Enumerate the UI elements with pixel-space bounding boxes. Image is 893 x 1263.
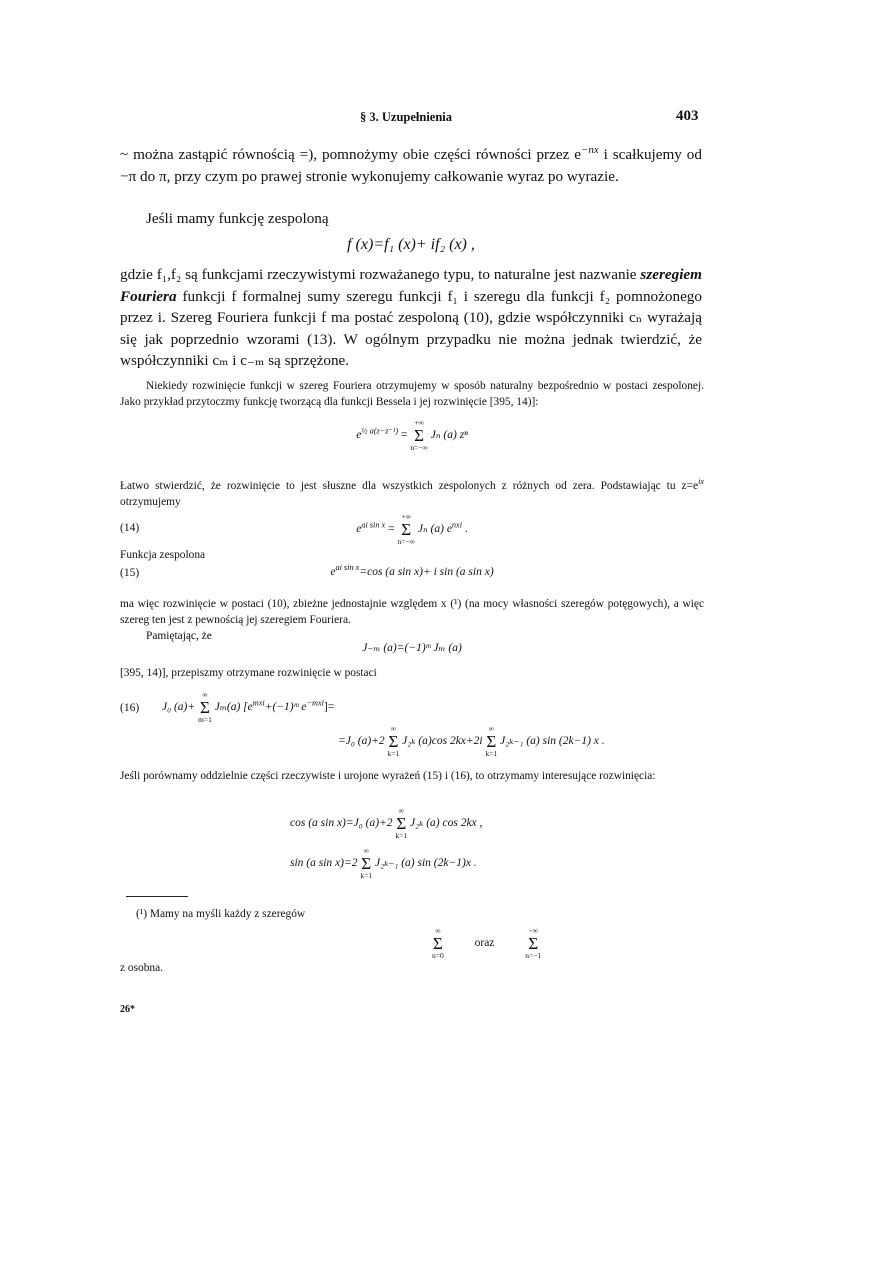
- footnote-rule: [126, 896, 188, 897]
- footnote-oraz: oraz: [474, 937, 495, 950]
- small-paragraph-6: [395, 14)], przepiszmy otrzymane rozwinięcie w postaci: [120, 667, 377, 679]
- sum-symbol: ∞ Σ m=1: [198, 690, 212, 724]
- sum-symbol: ∞ Σ k=1: [387, 724, 400, 758]
- small-paragraph-2: Łatwo stwierdzić, że rozwinięcie to jest słuszne dla wszystkich zespolonych z różnych od zera. Podstawiając tu $z=e^{ix}$ otrzymujemy: [120, 477, 704, 508]
- small-paragraph-4: ma więc rozwinięcie w postaci (10), zbieżne jednostajnie względem x (¹) (na mocy własności szeregów potęgowych), a więc szereg ten jest z pewnością jej szeregiem Fouriera.: [120, 598, 704, 626]
- equation-16-line-2: =J₀ (a)+2 ∞ Σ k=1 J₂ₖ (a)cos 2kx+2i ∞ Σ k=1 J₂ₖ₋₁ (a) sin (2k−1) x .: [338, 724, 605, 758]
- equation-15: $e^{ai sin x}=\cos$ (a sin x)+ i sin (a sin x): [330, 563, 494, 578]
- equation-bessel-symmetry: J₋ₘ (a)=(−1)ᵐ Jₘ (a): [362, 642, 462, 654]
- sheet-signature-mark: 26*: [120, 1004, 135, 1015]
- equation-cos-expansion: cos (a sin x)=J₀ (a)+2 ∞ Σ k=1 J₂ₖ (a) cos 2kx ,: [290, 806, 483, 840]
- paragraph-1: ~ można zastąpić równością =), pomnożymy obie części równości przez $e^{-nx}$ i scałkujemy od −π do π, przy czym po prawej stronie wykonujemy całkowanie wyraz po wyrazie.: [120, 143, 702, 185]
- equation-16-line-1: J₀ (a)+ ∞ Σ m=1 Jₘ(a) [$e^{mxi}+(-1)ᵐ$ $e^{-mxi}]=$: [162, 690, 335, 724]
- equation-label-16: (16): [120, 702, 140, 714]
- equation-label-14: (14): [120, 522, 140, 534]
- sum-symbol: ∞ Σ k=1: [360, 846, 373, 880]
- sum-symbol: +∞ Σ n=−∞: [397, 512, 416, 546]
- equation-14: $e^{ai sin x}$ = +∞ Σ n=−∞ Jₙ (a) $e^{nxi}$ .: [356, 512, 468, 546]
- footnote-text: (¹) Mamy na myśli każdy z szeregów: [136, 908, 306, 920]
- equation-generating-function: $e^{\frac{1}{2} a(z-z^{-1})}$ = +∞ Σ n=−∞ Jₙ (a) zⁿ: [356, 418, 468, 452]
- running-header: § 3. Uzupełnienia: [360, 110, 453, 124]
- sum-symbol: −∞ Σ n=−1: [525, 926, 542, 960]
- small-paragraph-3: Funkcja zespolona: [120, 549, 206, 561]
- footnote-sums: [432, 926, 541, 961]
- sum-symbol: ∞ Σ k=1: [485, 724, 498, 758]
- page-number: 403: [676, 108, 699, 124]
- sum-symbol: ∞ Σ n=0: [432, 926, 444, 960]
- sum-symbol: ∞ Σ k=1: [395, 806, 408, 840]
- paragraph-2: Jeśli mamy funkcję zespoloną: [146, 210, 329, 227]
- equation-label-15: (15): [120, 567, 140, 579]
- small-paragraph-7: Jeśli porównamy oddzielnie części rzeczywiste i urojone wyrażeń (15) i (16), to otrzymamy interesujące rozwinięcia:: [120, 770, 656, 782]
- sum-symbol: +∞ Σ n=−∞: [410, 418, 428, 452]
- equation-sin-expansion: sin (a sin x)=2 ∞ Σ k=1 J₂ₖ₋₁ (a) sin (2k−1)x .: [290, 846, 477, 880]
- footnote-tail: z osobna.: [120, 962, 164, 974]
- paragraph-3: gdzie f₁,f₂ są funkcjami rzeczywistymi rozważanego typu, to naturalne jest nazwanie szeregiem Fouriera funkcji f formalnej sumy szeregu funkcji f₁ i szeregu dla funkcji f₂ pomnożonego przez i. Szereg Fouriera funkcji f ma postać zespoloną (10), gdzie współczynniki cₙ wyrażają się jak poprzednio wzorami (13). W ogólnym przypadku nie można jednak twierdzić, że współczynniki cₘ i c₋ₘ są sprzężone.: [120, 266, 702, 369]
- small-paragraph-1: Niekiedy rozwinięcie funkcji w szereg Fouriera otrzymujemy w sposób naturalny bezpośrednio w postaci zespolonej. Jako przykład przytoczmy funkcję tworzącą dla funkcji Bessela i jej rozwinięcie [395, 14)]:: [120, 380, 704, 408]
- small-paragraph-5: Pamiętając, że: [146, 630, 212, 642]
- equation-complex-function: f (x)=f₁ (x)+ if₂ (x) ,: [347, 236, 475, 253]
